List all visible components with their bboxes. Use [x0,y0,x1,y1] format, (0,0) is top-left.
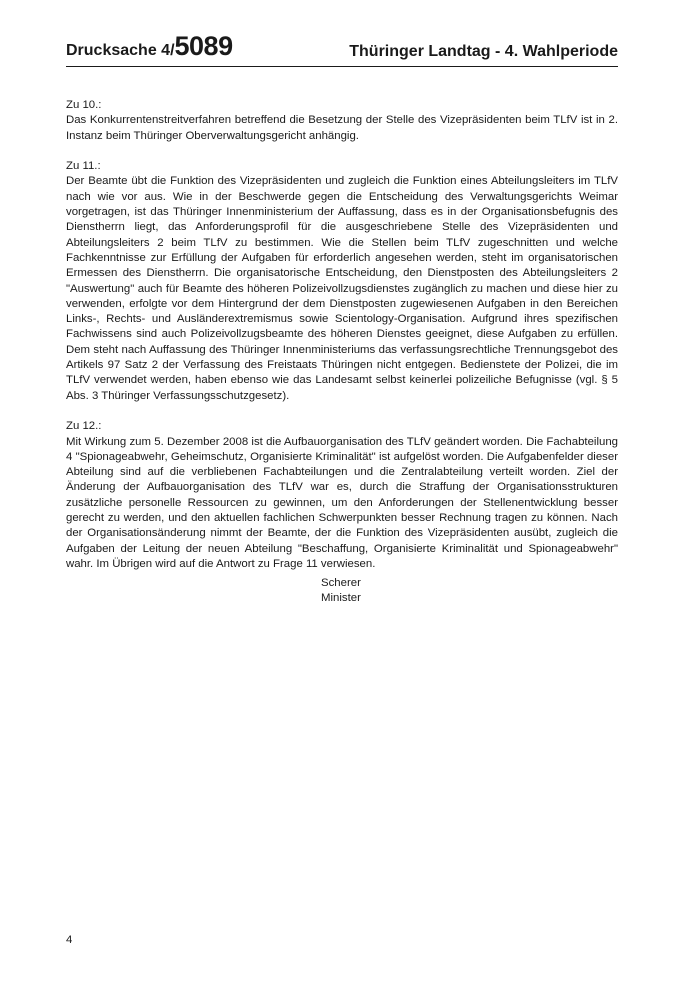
section-heading: Zu 11.: [66,160,101,173]
answer-section-10 [66,98,618,144]
document-body [66,98,618,588]
section-text: Mit Wirkung zum 5. Dezember 2008 ist die Aufbauorganisation des TLfV geändert worden. Die Fachabteilung 4 "Spionageabwehr, Geheimschutz, Organisierte Kriminalität" ist aufgelöst worden. Die Aufgabenfelder dieser Abteilung sind auf die verbliebenen Fachabteilungen und die Zentralabteilung verteilt worden. Ziel der Änderung der Aufbauorganisation des TLfV war es, durch die Straffung der Organisationsstrukturen zusätzliche personelle Ressourcen zu gewinnen, um den Anforderungen der Stellenentwicklung besser gerecht zu werden, und den aktuellen fachlichen Schwerpunkten besser Rechnung tragen zu können. Nach der Organisationsänderung nimmt der Beamte, der die Funktion des Vizepräsidenten ausübt, zugleich die Aufgaben der Leitung der neuen Abteilung "Beschaffung, Organisierte Kriminalität und Spionageabwehr" wahr. Im Übrigen wird auf die Antwort zu Frage 11 verwiesen. [66,435,618,570]
section-heading: Zu 12.: [66,420,102,433]
answer-section-12 [66,419,618,572]
document-id-prefix: Drucksache 4/ [66,42,175,59]
signatory-title: Minister [321,592,361,605]
page-header [66,31,618,67]
section-text: Das Konkurrentenstreitverfahren betreffend die Besetzung der Stelle des Vizepräsidenten beim TLfV ist in 2. Instanz beim Thüringer Oberverwaltungsgericht anhängig. [66,114,618,142]
signature-block [321,576,361,607]
signatory-name: Scherer [321,577,361,589]
page-number: 4 [66,934,73,946]
answer-section-11 [66,159,618,404]
section-heading: Zu 10.: [66,99,102,111]
parliament-title: Thüringer Landtag - 4. Wahlperiode [349,43,618,60]
document-number: 5089 [174,31,233,61]
document-id [66,31,233,62]
section-text: Der Beamte übt die Funktion des Vizepräsidenten und zugleich die Funktion eines Abteilungsleiters im TLfV nach wie vor aus. Wie in der Beschwerde gegen die Entscheidung des Verwaltungsgerichts Weimar vorgetragen, ist das Thüringer Innenministerium der Auffassung, dass es in der Organisationsbefugnis des Dienstherrn liegt, das Anforderungsprofil für die ausgeschriebene Stelle des Vizepräsidenten und Abteilungsleiters 2 beim TLfV zu bestimmen. Wie die Stellen beim TLfV zugeschnitten und welche Fachkenntnisse zur Erfüllung der Aufgaben für erforderlich angesehen werden, steht im organisatorischen Ermessen des Dienstherrn. Die organisatorische Entscheidung, den Dienstposten des Abteilungsleiters 2 "Auswertung" auch für Beamte des höheren Polizeivollzugsdienstes zugänglich zu machen und diese hier zu verwenden, erfolgte vor dem Hintergrund der dem Dienstposten zugewiesenen Aufgaben in den Bereichen Links-, Rechts- und Ausländerextremismus sowie Scientology-Organisation. Aufgrund ihres spezifischen Fachwissens sind auch Polizeivollzugsbeamte des höheren Dienstes geeignet, diese Aufgaben zu erfüllen. Dem steht nach Auffassung des Thüringer Innenministeriums das verfassungsrechtliche Trennungsgebot des Artikels 97 Satz 2 der Verfassung des Freistaats Thüringen nicht entgegen. Bedienstete der Polizei, die im TLfV verwendet werden, haben ebenso wie das Landesamt selbst keinerlei polizeiliche Befugnisse (vgl. § 5 Abs. 3 Thüringer Verfassungsschutzgesetz). [66,175,618,402]
